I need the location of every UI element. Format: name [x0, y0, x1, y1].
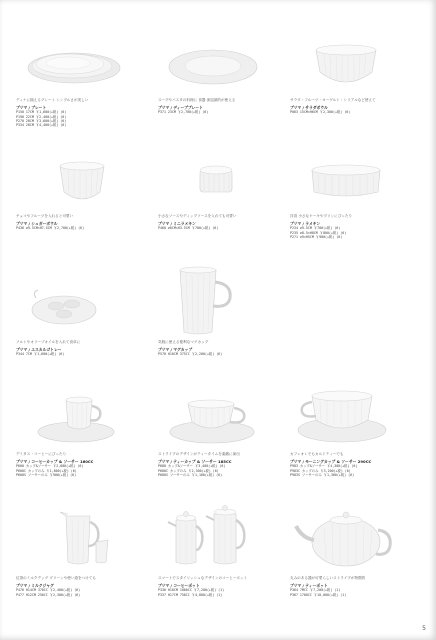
- product-name: プリマ / コーヒーカップ & ソーサー 160CC: [16, 458, 94, 464]
- product-description: ソルトやオリーブオイルを入れて食卓に: [16, 340, 81, 344]
- product-name: プリマ / ディーププレート: [158, 104, 203, 110]
- product-name: プリマ / ミニラメキン: [158, 220, 196, 226]
- product-description: スマートでスタイリッシュなデザインのコーヒーポット: [158, 576, 248, 580]
- caption-escargot: [16, 340, 80, 357]
- price-row: P364 7MCC ￥7,200(+税) (1): [290, 588, 341, 593]
- price-row: P983C カップのみ ￥3,200(+税) (6): [290, 468, 351, 473]
- product-description: 丸みのある器が可愛らしいストライプが特徴的: [290, 576, 366, 580]
- price-row: P150 17CM ￥1,600(+税) (6): [16, 110, 67, 115]
- caption-sugar-bowl: [16, 214, 84, 231]
- caption-plate: [16, 98, 88, 128]
- product-description: 気軽に使える便利なマグカップ: [158, 340, 209, 344]
- product-name: プリマ / ティーカップ & ソーサー 185CC: [158, 458, 232, 464]
- plate-image: [16, 42, 144, 102]
- price-row: P436 ⌀9.5CM×H7.5CM ￥2,700(+税) (6): [16, 226, 85, 231]
- price-row: P477 H12CM 250CC ￥2,300(+税) (6): [16, 592, 81, 597]
- morning-cup-image: [290, 384, 418, 448]
- product-description: スープやパスタの料理に 食器 深皿最的が使える: [158, 98, 236, 102]
- product-description: ディナに揃えるプレート シンプルさが美しい: [16, 98, 89, 102]
- caption-deep-plate: [158, 98, 235, 115]
- deep-plate-image: [158, 42, 286, 102]
- escargot-image: [16, 270, 144, 340]
- product-name: プリマ / マグカップ: [158, 346, 193, 352]
- price-row: P680S ソーサーのみ ￥1,100(+税) (6): [158, 473, 223, 477]
- price-row: P600C カップのみ ￥1,800(+税) (6): [16, 468, 77, 473]
- caption-coffee-pot: [158, 576, 247, 597]
- price-row: P344 7CM ￥1,600(+税) (6): [16, 352, 65, 357]
- price-row: P234 ⌀9.5CM ￥700(+税) (6): [290, 226, 341, 231]
- price-row: P600 カップ&ソーサー ￥2,600(+税) (6): [16, 464, 84, 469]
- price-row: P235 ⌀8.5×H8CM ￥800(+税) (6): [290, 230, 347, 235]
- caption-tea-pot: [290, 576, 365, 597]
- product-description: サラダ・フルーツ・ヨーグルト・シリアルなど使えて: [290, 98, 376, 102]
- product-name: プリマ / ティーポット: [290, 582, 328, 588]
- coffee-cup-image: [16, 392, 144, 448]
- product-name: プリマ / モーニングカップ & ソーサー 290CC: [290, 458, 372, 464]
- price-row: P063 15CM×H6CM ￥2,300(+税) (6): [290, 110, 351, 115]
- price-row: P460 ⌀6CM×H3.5CM ￥700(+税) (6): [158, 226, 219, 231]
- price-row: P334 28CM ￥4,400(+税) (6): [16, 123, 67, 128]
- tea-cup-image: [158, 392, 286, 448]
- caption-mug: [158, 340, 222, 357]
- price-row: P680C カップのみ ￥2,300(+税) (6): [158, 468, 219, 473]
- price-row: P983S ソーサーのみ ￥1,300(+税) (6): [290, 473, 355, 477]
- price-row: P367 1700CC ￥10,000(+税) (1): [290, 592, 347, 597]
- product-name: プリマ / プレート: [16, 104, 47, 110]
- salad-bowl-image: [290, 42, 418, 102]
- price-row: P578 H10CM 375CC ￥2,200(+税) (6): [158, 352, 223, 357]
- product-description: デミタス・コーヒーにぴったり: [16, 452, 67, 456]
- product-description: ストライプのデザインがティータイムを素敵に演出: [158, 452, 240, 456]
- caption-salad-bowl: [290, 98, 376, 115]
- product-name: プリマ / コーヒーポット: [158, 582, 200, 588]
- sugar-bowl-image: [16, 160, 144, 210]
- caption-milk-jug: [16, 576, 96, 597]
- product-name: プリマ / サラダボウル: [290, 104, 328, 110]
- product-name: プリマ / シュガーボウル: [16, 220, 58, 226]
- product-description: 小さなソースやディップソースを入れても可愛い: [158, 214, 237, 218]
- product-description: 洋食 小さなケーキやプリンにぴったり: [290, 214, 353, 218]
- product-name: プリマ / エスカルゴトレー: [16, 346, 62, 352]
- price-row: P371 23CM ￥2,700(+税) (6): [158, 110, 209, 115]
- price-row: P270 28CM ￥3,600(+税) (6): [16, 119, 67, 123]
- product-name: プリマ / ラメキン: [290, 220, 321, 226]
- page-number: 5: [422, 625, 426, 632]
- product-name: プリマ / ミルクジャグ: [16, 582, 54, 588]
- caption-tea-cup: [158, 452, 240, 477]
- caption-morning-cup: [290, 452, 371, 477]
- product-description: チョコやフルーツを入れると可愛い: [16, 214, 74, 218]
- price-row: P337 H17CM 750CC ￥4,800(+税) (1): [158, 592, 223, 597]
- caption-coffee-cup: [16, 452, 93, 477]
- tea-pot-image: [290, 500, 418, 570]
- price-row: P190 22CM ￥2,400(+税) (6): [16, 114, 67, 119]
- product-description: カフェオレでもカルドティーでも: [290, 452, 344, 456]
- ramekin-image: [290, 160, 418, 210]
- caption-mini-cocotte: [158, 214, 236, 231]
- coffee-pot-image: [158, 500, 286, 570]
- price-row: P271 ⌀9×H5CM ￥900(+税) (6): [290, 235, 343, 239]
- price-row: P680 カップ&ソーサー ￥3,400(+税) (6): [158, 464, 226, 469]
- milk-jug-image: [16, 506, 144, 570]
- mini-cocotte-image: [158, 160, 286, 210]
- price-row: P983 カップ&ソーサー ￥4,300(+税) (6): [290, 464, 358, 469]
- price-row: P336 H18CM 1000CC ￥7,200(+税) (1): [158, 588, 225, 593]
- price-row: P600S ソーサーのみ ￥900(+税) (6): [16, 473, 77, 477]
- price-row: P476 H14CM 370CC ￥2,400(+税) (6): [16, 588, 81, 593]
- product-description: 紅茶のミルクデッグ グリーンや使い道をつけても: [16, 576, 96, 580]
- caption-ramekin: [290, 214, 352, 239]
- mug-image: [158, 262, 286, 340]
